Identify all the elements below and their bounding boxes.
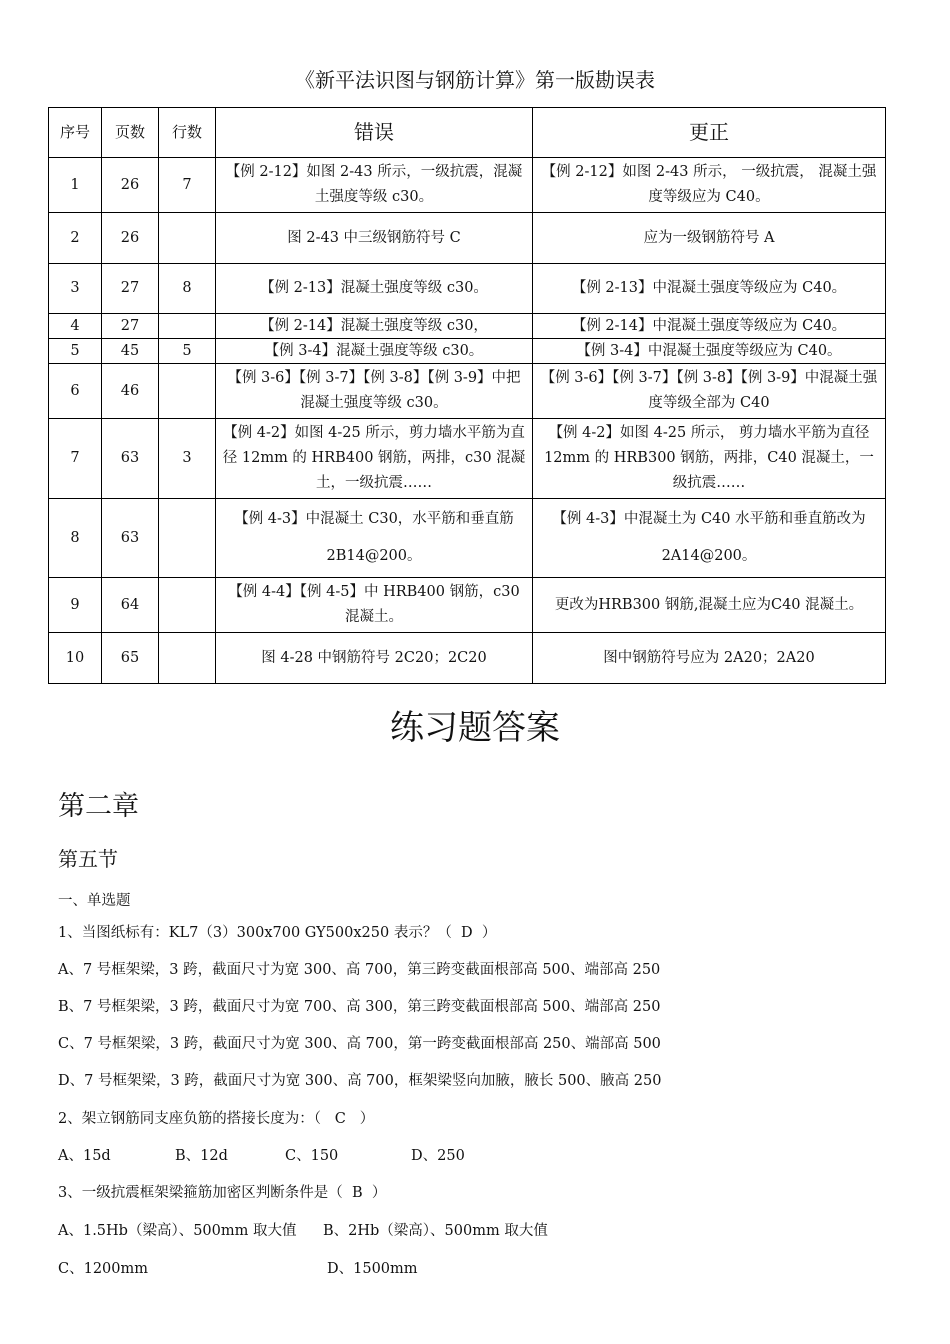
cell-error: 【例 4-3】中混凝土 C30，水平筋和垂直筋 2B14@200。 xyxy=(216,499,533,578)
cell-correction: 【例 3-6】【例 3-7】【例 3-8】【例 3-9】中混凝土强度等级全部为 C40 xyxy=(533,364,886,419)
cell-number: 9 xyxy=(49,578,102,633)
cell-correction: 应为一级钢筋符号 A xyxy=(533,213,886,264)
question-3-option-c: C、1200mm xyxy=(58,1261,148,1277)
question-2-option-c: C、150 xyxy=(285,1148,339,1164)
cell-line xyxy=(159,364,216,419)
cell-line xyxy=(159,633,216,684)
cell-error: 【例 4-2】如图 4-25 所示，剪力墙水平筋为直径 12mm 的 HRB400 钢筋，两排，c30 混凝土，一级抗震…… xyxy=(216,419,533,499)
question-1-option-a: A、7 号框架梁，3 跨，截面尺寸为宽 300、高 700，第三跨变截面根部高 500、端部高 250 xyxy=(58,962,661,978)
cell-correction: 【例 3-4】中混凝土强度等级应为 C40。 xyxy=(533,339,886,364)
question-1-option-c: C、7 号框架梁，3 跨，截面尺寸为宽 300、高 700，第一跨变截面根部高 250、端部高 500 xyxy=(58,1036,661,1052)
question-2-option-a: A、15d xyxy=(58,1148,111,1164)
cell-page: 45 xyxy=(102,339,159,364)
cell-number: 6 xyxy=(49,364,102,419)
table-header-row xyxy=(49,108,886,158)
cell-number: 4 xyxy=(49,314,102,339)
table-row xyxy=(49,499,886,578)
cell-correction: 【例 2-13】中混凝土强度等级应为 C40。 xyxy=(533,264,886,314)
cell-page: 26 xyxy=(102,158,159,213)
cell-number: 1 xyxy=(49,158,102,213)
cell-page: 26 xyxy=(102,213,159,264)
question-3-option-d: D、1500mm xyxy=(327,1261,418,1277)
section-heading: 第五节 xyxy=(58,847,118,871)
question-3: 3、一级抗震框架梁箍筋加密区判断条件是（ B ） xyxy=(58,1185,387,1201)
table-row xyxy=(49,213,886,264)
chapter-heading: 第二章 xyxy=(58,791,139,822)
cell-line: 5 xyxy=(159,339,216,364)
question-3-option-b: B、2Hb（梁高）、500mm 取大值 xyxy=(323,1223,548,1239)
cell-error: 图 2-43 中三级钢筋符号 C xyxy=(216,213,533,264)
table-row xyxy=(49,419,886,499)
question-3-options-ab xyxy=(58,1219,548,1240)
header-page: 页数 xyxy=(102,108,159,158)
cell-page: 63 xyxy=(102,499,159,578)
cell-number: 3 xyxy=(49,264,102,314)
question-2-option-b: B、12d xyxy=(175,1148,228,1164)
cell-error: 【例 2-13】混凝土强度等级 c30。 xyxy=(216,264,533,314)
question-2: 2、架立钢筋同支座负筋的搭接长度为：（ C ） xyxy=(58,1111,375,1127)
cell-error: 图 4-28 中钢筋符号 2C20；2C20 xyxy=(216,633,533,684)
cell-line xyxy=(159,314,216,339)
question-1: 1、当图纸标有：KL7（3）300x700 GY500x250 表示？（ D ） xyxy=(58,925,497,941)
table-row xyxy=(49,264,886,314)
question-1-option-d: D、7 号框架梁，3 跨，截面尺寸为宽 300、高 700，框架梁竖向加腋，腋长 500、腋高 250 xyxy=(58,1073,662,1089)
table-row xyxy=(49,314,886,339)
cell-line xyxy=(159,499,216,578)
question-2-options xyxy=(58,1144,465,1165)
cell-page: 27 xyxy=(102,264,159,314)
table-row xyxy=(49,633,886,684)
cell-page: 46 xyxy=(102,364,159,419)
cell-line xyxy=(159,578,216,633)
cell-line: 8 xyxy=(159,264,216,314)
cell-line xyxy=(159,213,216,264)
cell-correction: 【例 4-3】中混凝土为 C40 水平筋和垂直筋改为 2A14@200。 xyxy=(533,499,886,578)
errata-table xyxy=(48,107,886,684)
question-2-option-d: D、250 xyxy=(411,1148,465,1164)
cell-number: 10 xyxy=(49,633,102,684)
cell-correction: 图中钢筋符号应为 2A20；2A20 xyxy=(533,633,886,684)
cell-correction: 更改为HRB300 钢筋,混凝土应为C40 混凝土。 xyxy=(533,578,886,633)
cell-number: 2 xyxy=(49,213,102,264)
header-line: 行数 xyxy=(159,108,216,158)
table-row xyxy=(49,158,886,213)
cell-number: 5 xyxy=(49,339,102,364)
cell-page: 64 xyxy=(102,578,159,633)
page-title: 《新平法识图与钢筋计算》第一版勘误表 xyxy=(295,68,655,92)
header-correction: 更正 xyxy=(533,108,886,158)
cell-error: 【例 2-12】如图 2-43 所示，一级抗震，混凝土强度等级 c30。 xyxy=(216,158,533,213)
answers-title: 练习题答案 xyxy=(390,708,560,748)
question-3-option-a: A、1.5Hb（梁高）、500mm 取大值 xyxy=(58,1223,297,1239)
cell-correction: 【例 2-12】如图 2-43 所示， 一级抗震， 混凝土强度等级应为 C40。 xyxy=(533,158,886,213)
table-row xyxy=(49,339,886,364)
cell-page: 63 xyxy=(102,419,159,499)
cell-error: 【例 3-4】混凝土强度等级 c30。 xyxy=(216,339,533,364)
cell-number: 8 xyxy=(49,499,102,578)
cell-error: 【例 3-6】【例 3-7】【例 3-8】【例 3-9】中把混凝土强度等级 c30。 xyxy=(216,364,533,419)
question-1-option-b: B、7 号框架梁，3 跨，截面尺寸为宽 700、高 300，第三跨变截面根部高 500、端部高 250 xyxy=(58,999,661,1015)
cell-line: 3 xyxy=(159,419,216,499)
cell-line: 7 xyxy=(159,158,216,213)
cell-page: 65 xyxy=(102,633,159,684)
header-number: 序号 xyxy=(49,108,102,158)
part-heading: 一、单选题 xyxy=(58,893,131,909)
cell-error: 【例 4-4】【例 4-5】中 HRB400 钢筋，c30 混凝土。 xyxy=(216,578,533,633)
table-row xyxy=(49,578,886,633)
cell-error: 【例 2-14】混凝土强度等级 c30， xyxy=(216,314,533,339)
cell-correction: 【例 2-14】中混凝土强度等级应为 C40。 xyxy=(533,314,886,339)
cell-number: 7 xyxy=(49,419,102,499)
question-3-options-cd xyxy=(58,1257,418,1278)
cell-correction: 【例 4-2】如图 4-25 所示， 剪力墙水平筋为直径 12mm 的 HRB300 钢筋，两排，C40 混凝土，一级抗震…… xyxy=(533,419,886,499)
table-row xyxy=(49,364,886,419)
cell-page: 27 xyxy=(102,314,159,339)
header-error: 错误 xyxy=(216,108,533,158)
